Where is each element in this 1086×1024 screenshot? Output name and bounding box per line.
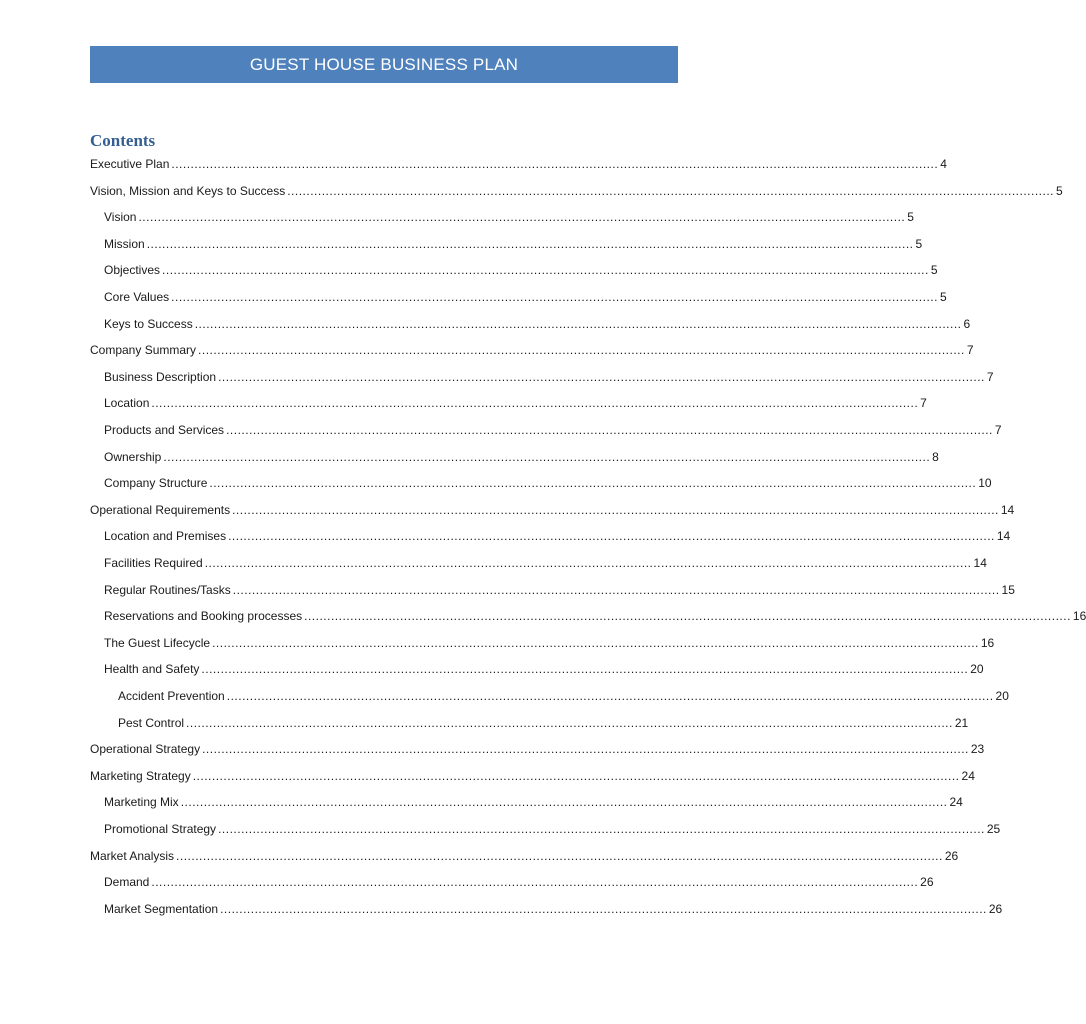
- toc-entry-page: 14: [996, 529, 1011, 544]
- toc-entry[interactable]: [118, 710, 969, 736]
- toc-entry[interactable]: [104, 523, 1011, 549]
- toc-entry-label: Promotional Strategy: [104, 822, 217, 836]
- toc-dot-leader: ........................................................................................................................................................................................................: [198, 343, 965, 358]
- toc-entry-page: 26: [920, 875, 934, 890]
- toc-dot-leader: ........................................................................................................................................................................................................: [151, 875, 919, 890]
- toc-entry[interactable]: [90, 843, 959, 869]
- toc-entry[interactable]: [104, 204, 914, 230]
- toc-entry-page: 4: [940, 157, 947, 171]
- toc-entry[interactable]: [90, 337, 974, 363]
- toc-dot-leader: ........................................................................................................................................................................................................: [163, 449, 931, 464]
- toc-entry-label: Regular Routines/Tasks: [104, 582, 231, 597]
- toc-entry-label: Vision, Mission and Keys to Success: [90, 183, 286, 198]
- toc-entry[interactable]: [104, 603, 1086, 629]
- toc-entry-page: 16: [1072, 609, 1086, 624]
- toc-entry-page: 20: [970, 662, 984, 677]
- toc-entry-label: Marketing Strategy: [90, 768, 191, 783]
- toc-entry-page: 8: [932, 449, 939, 464]
- toc-entry-label: Operational Strategy: [90, 742, 201, 757]
- toc-entry[interactable]: [104, 364, 994, 390]
- toc-entry-page: 16: [980, 635, 995, 650]
- toc-entry[interactable]: [104, 896, 1003, 922]
- toc-entry[interactable]: [104, 816, 1001, 842]
- toc-entry-label: Objectives: [104, 263, 161, 278]
- toc-dot-leader: ........................................................................................................................................................................................................: [176, 848, 943, 863]
- contents-heading: Contents: [90, 131, 156, 150]
- toc-entry-page: 14: [973, 556, 987, 570]
- toc-dot-leader: ........................................................................................................................................................................................................: [186, 715, 953, 730]
- toc-entry-label: Products and Services: [104, 423, 225, 437]
- toc-entry-label: Marketing Mix: [104, 795, 179, 810]
- toc-entry-page: 24: [949, 795, 963, 810]
- toc-entry-page: 25: [986, 822, 1001, 836]
- toc-dot-leader: ........................................................................................................................................................................................................: [138, 210, 906, 225]
- toc-entry-label: Business Description: [104, 369, 217, 384]
- toc-entry[interactable]: [104, 231, 923, 257]
- toc-entry-page: 7: [920, 396, 927, 411]
- toc-entry-label: Company Summary: [90, 343, 197, 358]
- toc-dot-leader: ........................................................................................................................................................................................................: [204, 556, 972, 570]
- toc-entry-page: 5: [1056, 183, 1063, 198]
- toc-entry[interactable]: [104, 257, 938, 283]
- toc-dot-leader: ........................................................................................................................................................................................................: [180, 795, 948, 810]
- toc-dot-leader: ........................................................................................................................................................................................................: [304, 609, 1071, 624]
- toc-entry-page: 15: [1001, 582, 1015, 597]
- toc-entry-label: Location: [104, 396, 150, 411]
- document-title: GUEST HOUSE BUSINESS PLAN: [249, 54, 519, 74]
- toc-entry-label: Facilities Required: [104, 556, 203, 570]
- toc-entry-label: Core Values: [104, 290, 170, 304]
- toc-entry-page: 24: [961, 768, 975, 783]
- toc-dot-leader: ........................................................................................................................................................................................................: [192, 768, 960, 783]
- toc-entry-page: 20: [995, 689, 1009, 703]
- toc-entry-page: 10: [978, 476, 992, 491]
- toc-entry-page: 6: [963, 316, 971, 331]
- toc-entry[interactable]: [104, 577, 1015, 603]
- toc-entry-label: Health and Safety: [104, 662, 200, 677]
- toc-dot-leader: ........................................................................................................................................................................................................: [151, 396, 919, 411]
- toc-entry[interactable]: [118, 683, 1009, 709]
- toc-dot-leader: ........................................................................................................................................................................................................: [226, 689, 994, 703]
- toc-entry-page: 7: [986, 369, 994, 384]
- toc-entry-label: Mission: [104, 236, 145, 251]
- toc-entry[interactable]: [104, 311, 971, 337]
- toc-entry[interactable]: [104, 417, 1002, 443]
- toc-entry[interactable]: [104, 550, 987, 576]
- toc-entry-label: Market Segmentation: [104, 901, 219, 916]
- toc-entry-label: Pest Control: [118, 715, 185, 730]
- toc-entry-page: 5: [939, 290, 947, 304]
- toc-dot-leader: ........................................................................................................................................................................................................: [146, 236, 914, 251]
- toc-entry-label: Executive Plan: [90, 157, 170, 171]
- toc-entry-page: 23: [970, 742, 985, 757]
- toc-dot-leader: ........................................................................................................................................................................................................: [162, 263, 929, 278]
- toc-entry[interactable]: [104, 789, 963, 815]
- toc-entry[interactable]: [104, 630, 995, 656]
- toc-entry-page: 7: [966, 343, 974, 358]
- toc-entry-page: 21: [954, 715, 969, 730]
- toc-entry-label: Operational Requirements: [90, 502, 231, 517]
- toc-entry-label: Demand: [104, 875, 150, 890]
- toc-entry-page: 14: [1000, 502, 1015, 517]
- toc-dot-leader: ........................................................................................................................................................................................................: [287, 183, 1055, 198]
- toc-entry-label: The Guest Lifecycle: [104, 635, 211, 650]
- toc-dot-leader: ........................................................................................................................................................................................................: [201, 662, 969, 677]
- toc-entry-page: 5: [915, 236, 923, 251]
- toc-dot-leader: ........................................................................................................................................................................................................: [171, 157, 939, 171]
- toc-dot-leader: ........................................................................................................................................................................................................: [202, 742, 969, 757]
- toc-entry-page: 26: [988, 901, 1003, 916]
- toc-entry[interactable]: [104, 869, 934, 895]
- toc-entry[interactable]: [90, 151, 947, 177]
- toc-entry-label: Keys to Success: [104, 316, 193, 331]
- toc-dot-leader: ........................................................................................................................................................................................................: [232, 582, 1000, 597]
- toc-entry-page: 7: [994, 423, 1002, 437]
- toc-entry-page: 26: [944, 848, 959, 863]
- toc-dot-leader: ........................................................................................................................................................................................................: [212, 635, 979, 650]
- toc-entry[interactable]: [90, 497, 1015, 523]
- toc-entry[interactable]: [104, 390, 927, 416]
- toc-entry-label: Accident Prevention: [118, 689, 225, 703]
- toc-entry-label: Company Structure: [104, 476, 208, 491]
- toc-entry[interactable]: [90, 736, 985, 762]
- toc-dot-leader: ........................................................................................................................................................................................................: [171, 290, 938, 304]
- toc-entry[interactable]: [104, 470, 992, 496]
- toc-dot-leader: ........................................................................................................................................................................................................: [194, 316, 962, 331]
- toc-entry-page: 5: [930, 263, 938, 278]
- toc-entry-label: Ownership: [104, 449, 162, 464]
- toc-entry-label: Market Analysis: [90, 848, 175, 863]
- toc-dot-leader: ........................................................................................................................................................................................................: [226, 423, 993, 437]
- toc-dot-leader: ........................................................................................................................................................................................................: [218, 822, 985, 836]
- toc-entry-label: Reservations and Booking processes: [104, 609, 303, 624]
- toc-entry[interactable]: [90, 178, 1063, 204]
- toc-entry-label: Location and Premises: [104, 529, 227, 544]
- toc-dot-leader: ........................................................................................................................................................................................................: [232, 502, 999, 517]
- title-banner: [90, 46, 678, 83]
- toc-entry[interactable]: [90, 763, 975, 789]
- toc-dot-leader: ........................................................................................................................................................................................................: [228, 529, 995, 544]
- toc-entry[interactable]: [104, 656, 984, 682]
- toc-entry[interactable]: [104, 284, 947, 310]
- toc-dot-leader: ........................................................................................................................................................................................................: [209, 476, 977, 491]
- toc-entry-page: 5: [907, 210, 914, 225]
- toc-entry[interactable]: [104, 444, 939, 470]
- toc-entry-label: Vision: [104, 210, 137, 225]
- toc-dot-leader: ........................................................................................................................................................................................................: [220, 901, 987, 916]
- toc-dot-leader: ........................................................................................................................................................................................................: [218, 369, 985, 384]
